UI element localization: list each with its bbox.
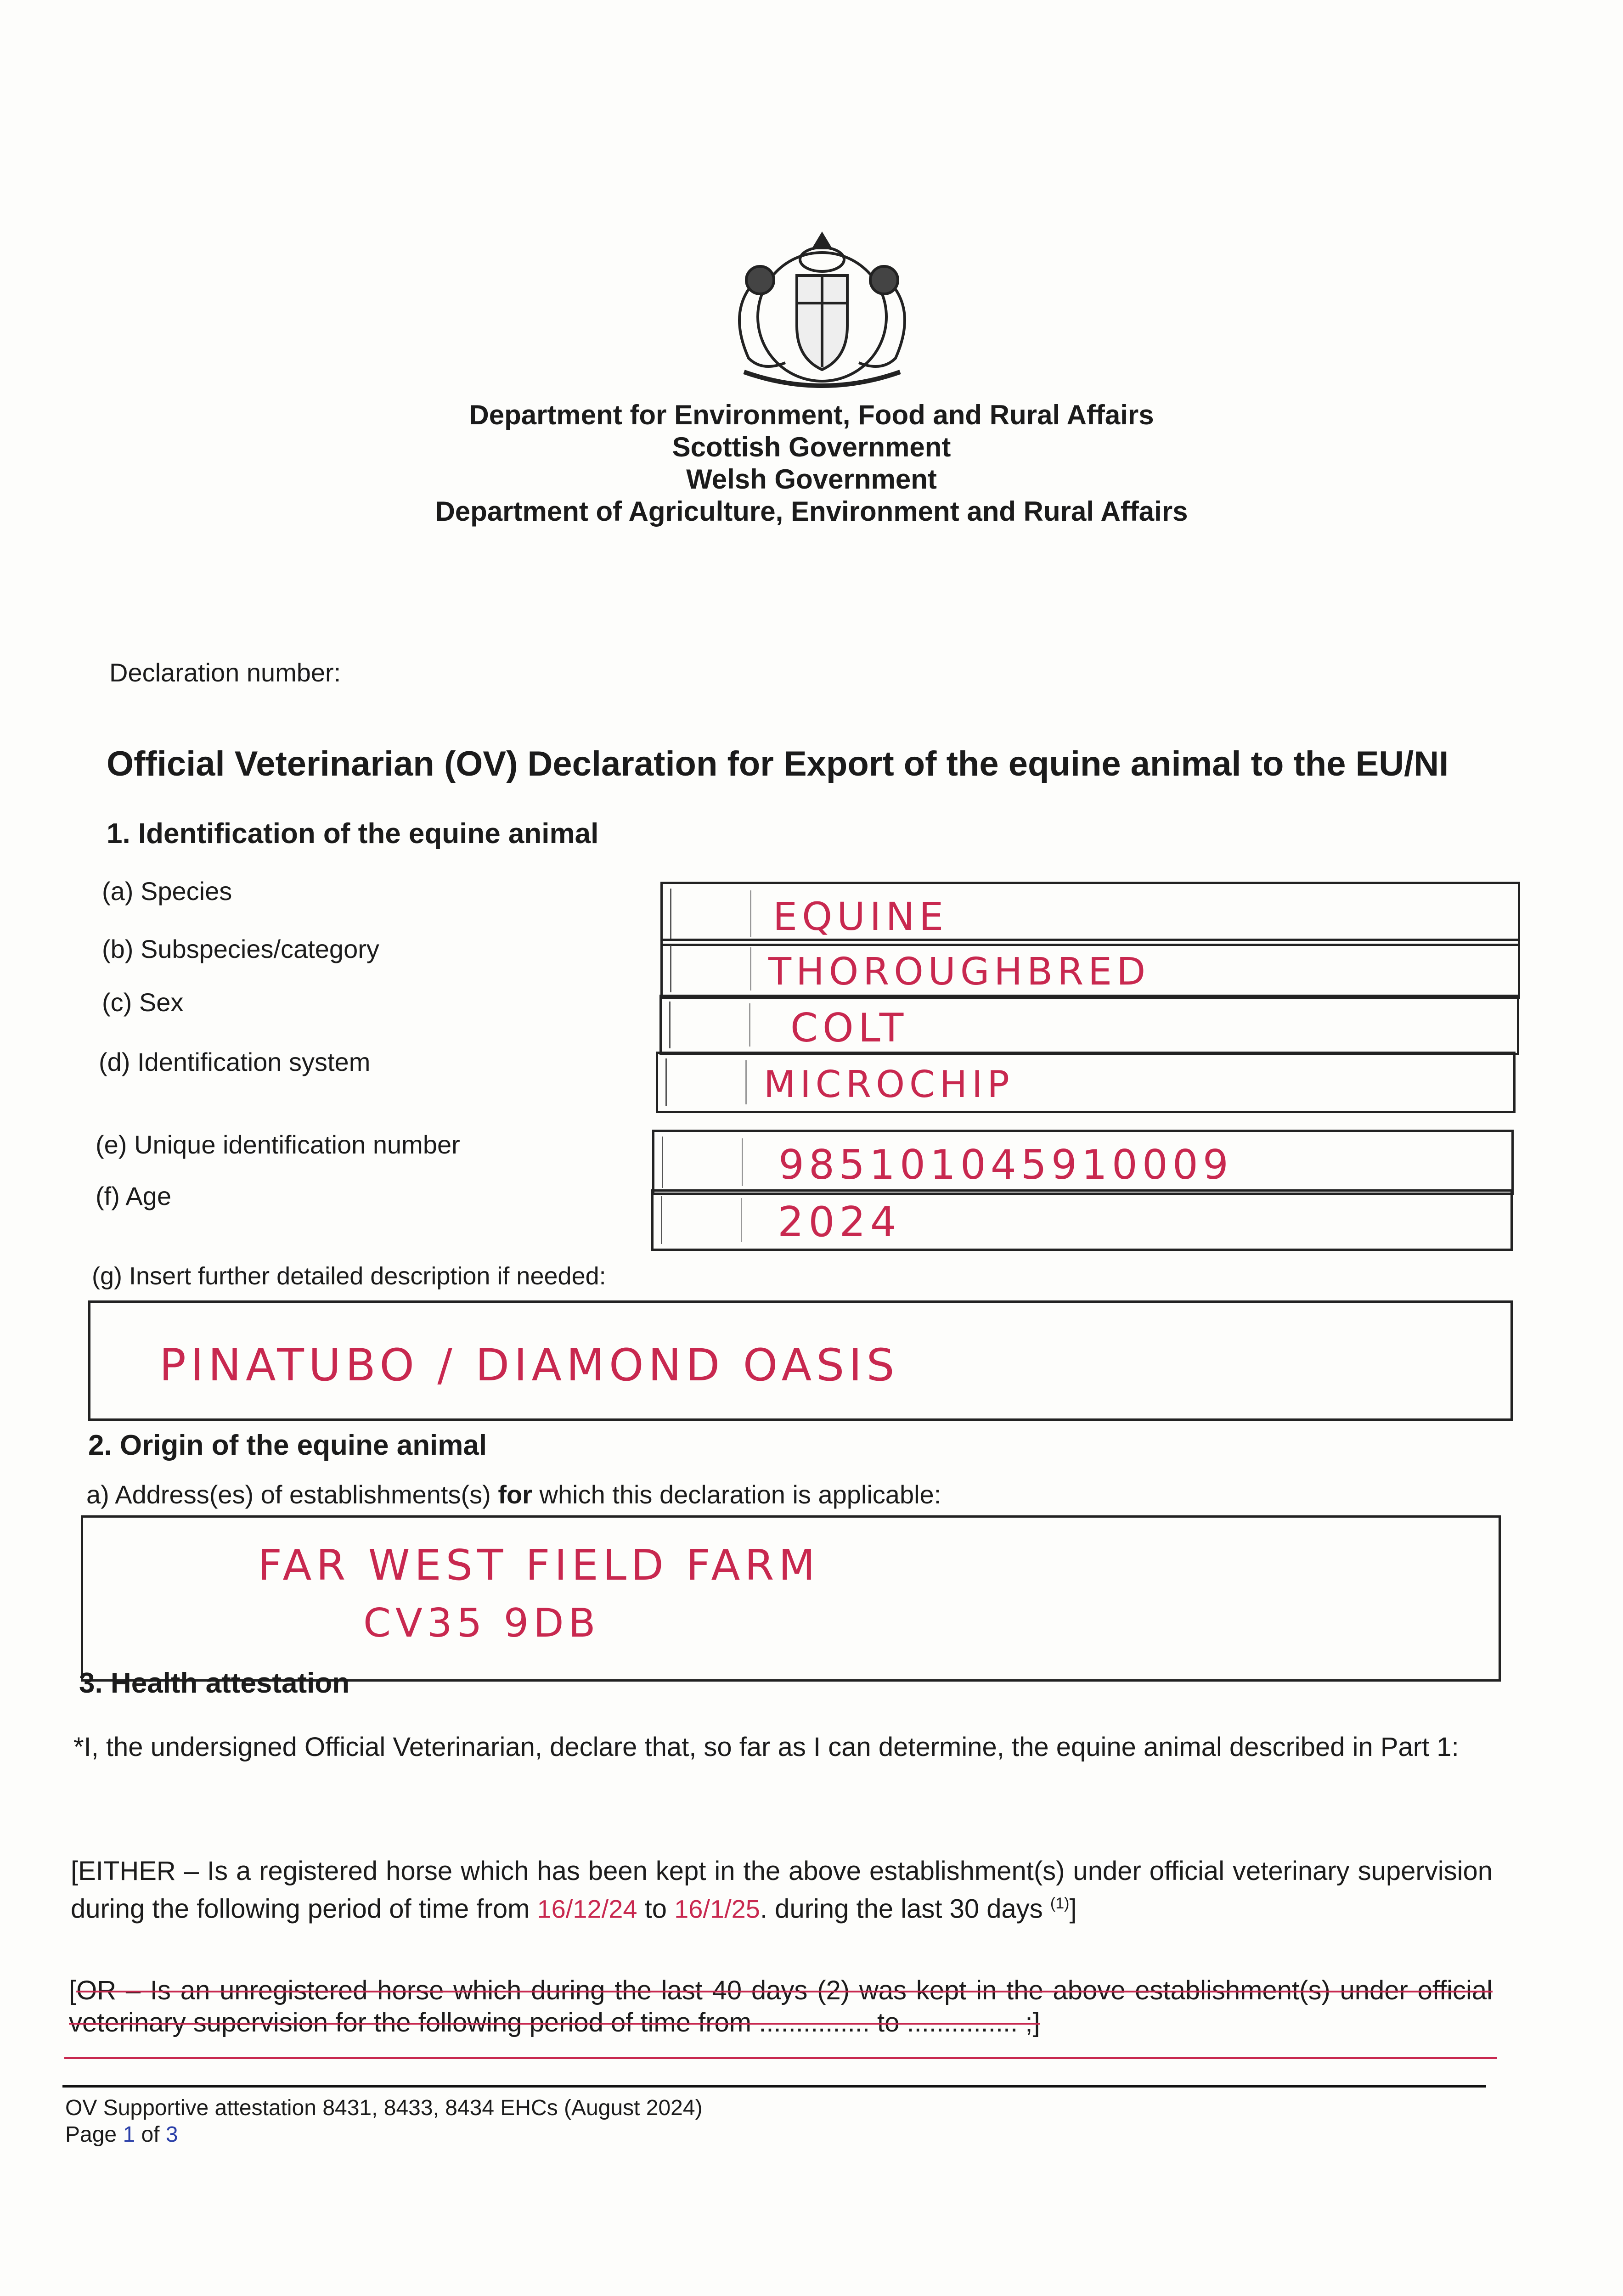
further-description-label: (g) Insert further detailed description if needed: — [92, 1262, 606, 1290]
subspecies-value: THOROUGHBRED — [768, 950, 1150, 994]
section2-heading: 2. Origin of the equine animal — [88, 1429, 487, 1461]
establishment-address-label-post: which this declaration is applicable: — [532, 1480, 941, 1509]
current-page: 1 — [123, 2122, 135, 2147]
identification-system-field[interactable] — [656, 1052, 1516, 1113]
species-value: EQUINE — [773, 894, 948, 939]
either-to-word: to — [637, 1894, 675, 1924]
either-text-end: . during the last 30 days — [760, 1894, 1050, 1924]
species-field[interactable] — [660, 882, 1520, 946]
section1-heading: 1. Identification of the equine animal — [107, 818, 599, 850]
page-mid: of — [135, 2122, 166, 2147]
either-footnote: (1) — [1050, 1895, 1070, 1912]
department-daera: Department of Agriculture, Environment and Rural Affairs — [435, 496, 1188, 527]
department-defra: Department for Environment, Food and Rural Affairs — [469, 400, 1154, 430]
either-text: [EITHER – Is a registered horse which has been kept in the above establishment(s) under official veterinary supervision during the following period of time from — [71, 1856, 1493, 1924]
establishment-address-label-pre: a) Address(es) of establishments(s) — [86, 1480, 498, 1509]
sex-value: COLT — [790, 1005, 908, 1051]
department-welsh-government: Welsh Government — [686, 464, 937, 495]
section3-heading: 3. Health attestation — [79, 1667, 350, 1699]
page-prefix: Page — [65, 2122, 123, 2147]
either-from-date: 16/12/24 — [537, 1894, 637, 1924]
address-line2: CV35 9DB — [363, 1600, 600, 1646]
sex-field[interactable] — [659, 995, 1519, 1055]
footer-reference: OV Supportive attestation 8431, 8433, 8434 EHCs (August 2024) — [65, 2096, 703, 2120]
declaration-number-label: Declaration number: — [109, 658, 341, 687]
footer-divider — [62, 2085, 1486, 2088]
or-clause — [69, 1975, 1493, 2039]
strike-through-line — [64, 2057, 1497, 2059]
address-line1: FAR WEST FIELD FARM — [258, 1541, 820, 1590]
age-value: 2024 — [778, 1198, 902, 1246]
species-label: (a) Species — [102, 877, 232, 906]
total-pages: 3 — [165, 2122, 178, 2147]
page-number — [65, 2122, 178, 2148]
sex-label: (c) Sex — [102, 988, 184, 1017]
subspecies-field[interactable] — [660, 939, 1520, 999]
or-struck-text: OR – Is an unregistered horse which during the last 40 days (2) was kept in the above establishment(s) under official veterinary supervision for the following period of time from ............... to ............... ;] — [69, 1975, 1493, 2037]
identification-system-value: MICROCHIP — [764, 1063, 1014, 1106]
either-to-date: 16/1/25 — [674, 1894, 760, 1924]
either-close: ] — [1069, 1894, 1077, 1924]
page-title: Official Veterinarian (OV) Declaration for Export of the equine animal to the EU/NI — [107, 744, 1449, 783]
subspecies-label: (b) Subspecies/category — [102, 934, 379, 963]
establishment-address-field[interactable] — [81, 1515, 1501, 1682]
department-scottish-government: Scottish Government — [672, 432, 951, 462]
further-description-value: PINATUBO / DIAMOND OASIS — [159, 1339, 899, 1391]
unique-id-value: 985101045910009 — [778, 1141, 1233, 1188]
unique-id-field[interactable] — [652, 1130, 1514, 1195]
establishment-address-label — [86, 1480, 941, 1509]
further-description-field[interactable] — [88, 1300, 1513, 1421]
royal-coat-of-arms-logo — [716, 225, 928, 400]
health-attestation-intro: *I, the undersigned Official Veterinarian, declare that, so far as I can determine, the equine animal described in Part 1: — [73, 1732, 1459, 1762]
age-label: (f) Age — [96, 1182, 171, 1210]
or-open-bracket: [ — [69, 1975, 77, 2005]
either-clause — [71, 1855, 1493, 1925]
identification-system-label: (d) Identification system — [99, 1047, 371, 1076]
age-field[interactable] — [651, 1189, 1513, 1251]
establishment-address-label-bold: for — [498, 1480, 532, 1509]
unique-id-label: (e) Unique identification number — [96, 1130, 460, 1159]
